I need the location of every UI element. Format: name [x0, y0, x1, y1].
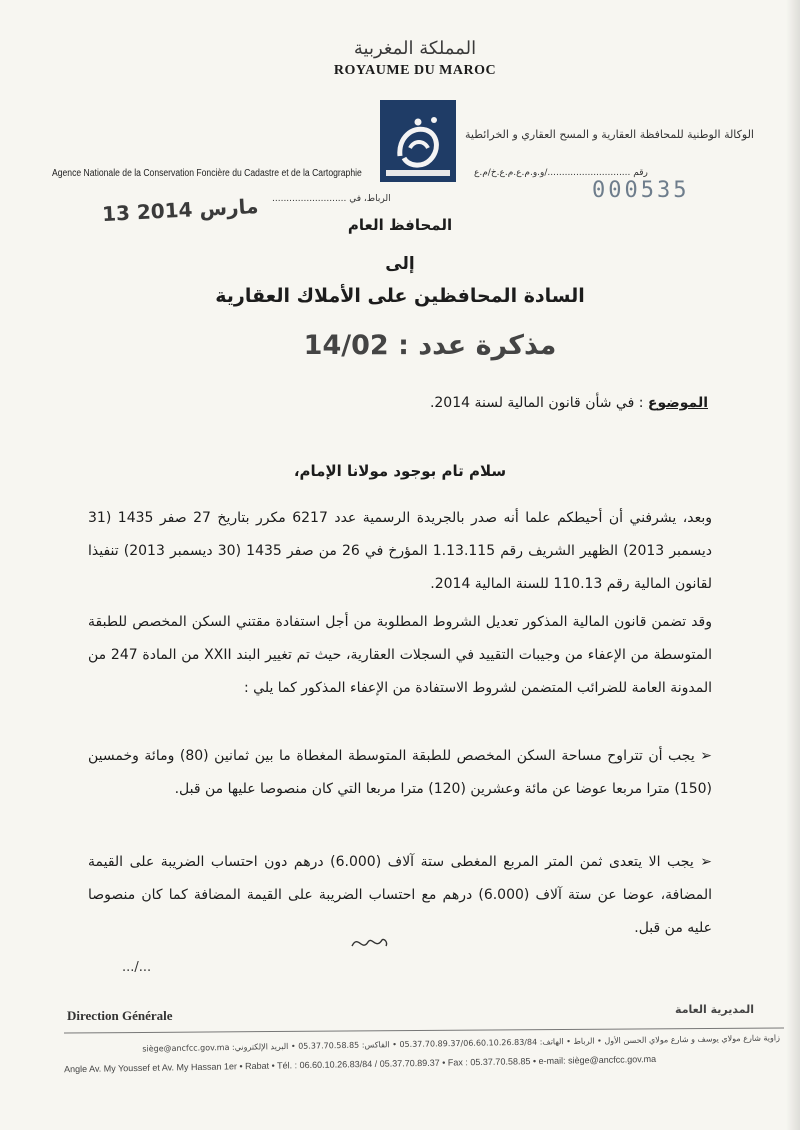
place-date-line: الرباط، في ..........................: [272, 194, 391, 204]
date-stamp: 13 مارس 2014: [101, 193, 259, 227]
subject-label: الموضوع: [647, 395, 708, 411]
to-label: إلى: [385, 254, 415, 274]
kingdom-name-arabic: المملكة المغربية: [353, 38, 477, 59]
kingdom-name-french: ROYAUME DU MAROC: [333, 63, 497, 78]
bullet-item-1: [88, 740, 712, 806]
direction-generale-arabic: المديرية العامة: [675, 1003, 754, 1016]
arrow-bullet-icon: ➢: [700, 854, 712, 870]
reference-number-stamp: 000535: [592, 178, 690, 203]
page-edge-shadow: [786, 0, 800, 1130]
signature-mark: [350, 930, 390, 954]
addressee: السادة المحافظين على الأملاك العقارية: [215, 285, 585, 307]
continuation-mark: .../...: [122, 960, 152, 975]
subject-line: [430, 395, 708, 411]
reference-line: رقم ............................./و.و.م.ع.م.ع.خ/م.ع: [474, 168, 648, 178]
agency-logo: [380, 100, 456, 182]
footer-address-arabic: زاوية شارع مولاي يوسف و شارع مولاي الحسن الأول • الرباط • الهاتف: 05.37.70.89.37/06.60.10.26.83/84 • الفاكس: 05.37.70.58.85 • البريد الإلكتروني: siège@ancfcc.gov.ma: [142, 1033, 781, 1054]
agency-name-arabic: الوكالة الوطنية للمحافظة العقارية و المسح العقاري و الخرائطية: [465, 128, 754, 141]
paragraph-2: وقد تضمن قانون المالية المذكور تعديل الشروط المطلوبة من أجل استفادة مقتني السكن المخصص للطبقة المتوسطة من الإعفاء من وجيبات التقييد في السجلات العقارية، حيث تم تغيير البند XXII من المادة 247 من المدونة العامة للضرائب المتضمن لشروط الاستفادة من الإعفاء المذكور كما يلي :: [88, 614, 713, 696]
addresser: المحافظ العام: [347, 216, 453, 234]
footer-divider: [64, 1027, 784, 1033]
direction-generale-french: Direction Générale: [67, 1008, 173, 1023]
agency-logo-mark: [380, 100, 456, 182]
subject-text: : في شأن قانون المالية لسنة 2014.: [429, 395, 648, 411]
greeting: سلام تام بوجود مولانا الإمام،: [293, 462, 507, 480]
agency-name-french: Agence Nationale de la Conservation Foncière du Cadastre et de la Cartographie: [52, 168, 362, 179]
bullet-item-2: [88, 846, 712, 945]
memo-number: مذكرة عدد : 14/02: [303, 330, 557, 361]
bullet-text-1: يجب أن تتراوح مساحة السكن المخصص للطبقة المتوسطة المغطاة ما بين ثمانين (80) ومائة وخمسين (150) مترا مربعا عوضا عن مائة وعشرين (120) مترا مربعا التي كان منصوصا عليها من قبل.: [88, 748, 712, 797]
footer-address-french: Angle Av. My Youssef et Av. My Hassan 1er • Rabat • Tél. : 06.60.10.26.83/84 / 05.37.70.89.37 • Fax : 05.37.70.58.85 • e-mail: siège@ancfcc.gov.ma: [63, 1053, 657, 1075]
paragraph-1: وبعد، يشرفني أن أحيطكم علما أنه صدر بالجريدة الرسمية عدد 6217 مكرر بتاريخ 27 صفر 1435 (31 ديسمبر 2013) الظهير الشريف رقم 1.13.115 المؤرخ في 26 من صفر 1435 (30 ديسمبر 2013) تنفيذا لقانون المالية رقم 110.13 للسنة المالية 2014.: [88, 510, 712, 592]
arrow-bullet-icon: ➢: [700, 748, 713, 764]
bullet-text-2: يجب الا يتعدى ثمن المتر المربع المغطى ستة آلاف (6.000) درهم دون احتساب الضريبة على القيمة المضافة، عوضا عن ستة آلاف (6.000) درهم مع احتساب الضريبة على القيمة المضافة كما كان منصوصا عليه من قبل.: [88, 854, 712, 936]
